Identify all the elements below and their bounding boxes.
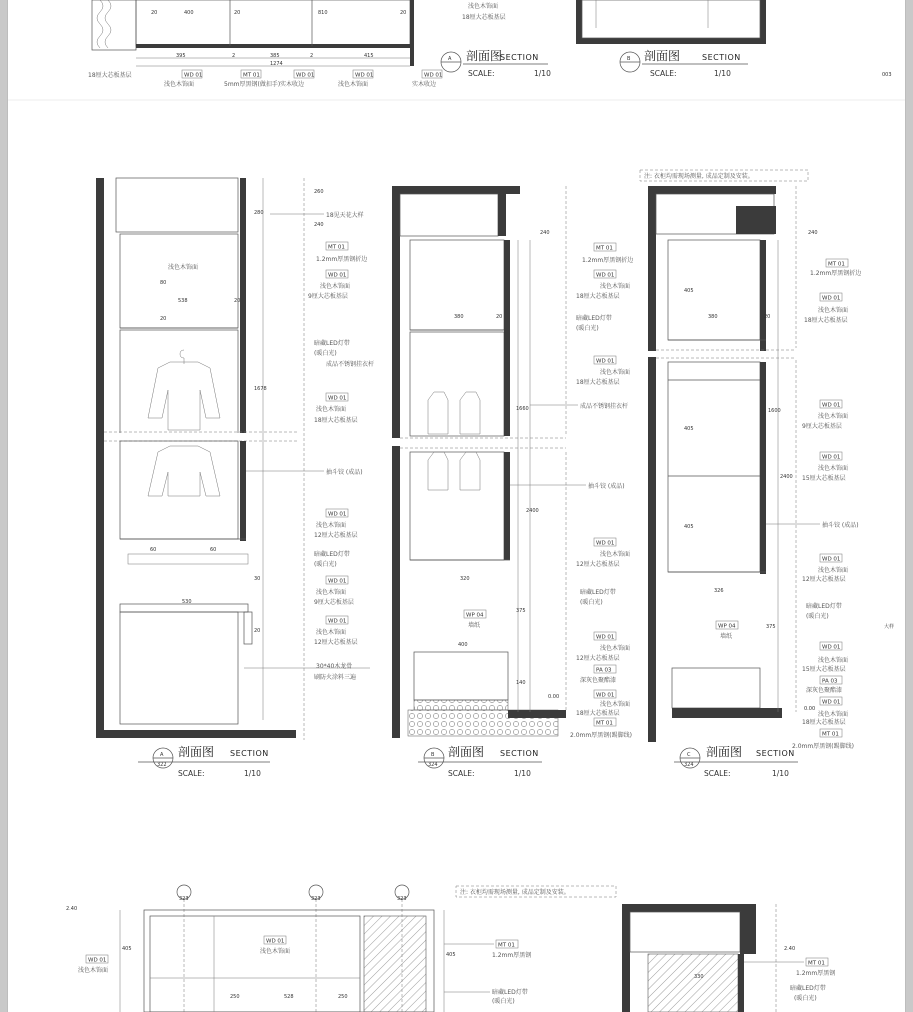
filler-wave-2 bbox=[105, 0, 111, 48]
dim-bottom: 2 bbox=[310, 53, 314, 59]
scale-ratio: 1/10 bbox=[244, 769, 261, 778]
dim: 250 bbox=[338, 994, 348, 1000]
label: 浅色木饰面 bbox=[818, 567, 849, 574]
dim-bottom: 395 bbox=[176, 53, 186, 59]
dim: 240 bbox=[314, 222, 324, 228]
scale-label: SCALE: bbox=[178, 769, 205, 778]
label: 暗藏LED灯带 bbox=[492, 989, 528, 996]
wall-bottom bbox=[576, 38, 766, 44]
tag: WD 01 bbox=[184, 72, 203, 79]
label: 1.2mm厚黑钢折边 bbox=[316, 256, 368, 263]
scale-ratio: 1/10 bbox=[534, 69, 551, 78]
dim-top: 20 bbox=[151, 10, 158, 16]
cabinet-back bbox=[504, 240, 510, 436]
label: 12厘大芯板基层 bbox=[314, 532, 358, 539]
shelf-stack bbox=[668, 362, 760, 572]
label: 浅色木饰面 bbox=[600, 701, 631, 708]
dim-top: 20 bbox=[234, 10, 241, 16]
section-label: SECTION bbox=[230, 749, 269, 758]
tag: PA 03 bbox=[822, 678, 838, 685]
drawing-canvas bbox=[8, 0, 905, 1012]
dim: 326 bbox=[714, 588, 724, 594]
hatched-panel bbox=[364, 916, 426, 1012]
note: 注: 衣柜均需现场测量, 成品定制及安装。 bbox=[644, 173, 754, 180]
label: 抽斗铰 (成品) bbox=[822, 522, 859, 529]
tag: PA 03 bbox=[596, 667, 612, 674]
tag: WD 01 bbox=[296, 72, 315, 79]
tag-note: 实木收边 bbox=[280, 81, 305, 88]
floor-slab bbox=[508, 710, 566, 718]
tag-note: 实木收边 bbox=[412, 81, 437, 88]
label: (暖白光) bbox=[580, 599, 603, 606]
dim: 320 bbox=[460, 576, 470, 582]
dim: 2400 bbox=[526, 508, 539, 514]
tag-note: 18厘大芯板基层 bbox=[88, 72, 132, 79]
label: 浅色木饰面 bbox=[316, 589, 347, 596]
gravel-layer bbox=[414, 700, 508, 710]
coat-icon bbox=[428, 392, 448, 434]
cabinet-back bbox=[240, 178, 246, 438]
floor-slab bbox=[672, 708, 782, 718]
coat-icon bbox=[460, 392, 480, 434]
wall-return bbox=[740, 912, 756, 954]
dim: 1678 bbox=[254, 386, 267, 392]
note: 18厘大芯板基层 bbox=[462, 14, 506, 21]
dim: 20 bbox=[160, 316, 167, 322]
dim: 330 bbox=[694, 974, 704, 980]
wall-left bbox=[392, 186, 400, 738]
ceiling bbox=[622, 904, 756, 912]
floor-slab bbox=[96, 730, 296, 738]
section-title: 剖面图 bbox=[466, 49, 503, 63]
hanging-area bbox=[120, 330, 238, 438]
dim-bottom: 385 bbox=[270, 53, 280, 59]
label: (暖白光) bbox=[794, 995, 817, 1002]
label: 18厘大芯板基层 bbox=[314, 417, 358, 424]
tag: WD 01 bbox=[328, 618, 347, 625]
scale-ratio: 1/10 bbox=[514, 769, 531, 778]
dim-total: 1274 bbox=[270, 61, 283, 67]
label: 9厘大芯板基层 bbox=[314, 599, 354, 606]
label: 抽斗铰 (成品) bbox=[588, 483, 625, 490]
label: 浅色木饰面 bbox=[168, 264, 199, 271]
label: 浅色木饰面 bbox=[260, 948, 291, 955]
tag: WD 01 bbox=[88, 957, 107, 964]
label: 浅色木饰面 bbox=[600, 645, 631, 652]
dim-top: 810 bbox=[318, 10, 328, 16]
label: 暗藏LED灯带 bbox=[314, 551, 350, 558]
label: 浅色木饰面 bbox=[818, 465, 849, 472]
section-id: B bbox=[431, 752, 435, 758]
dim: 60 bbox=[150, 547, 157, 553]
dim: 405 bbox=[684, 524, 694, 530]
label: 浅色木饰面 bbox=[818, 307, 849, 314]
dim: 375 bbox=[516, 608, 526, 614]
label: 墙纸 bbox=[468, 622, 481, 629]
label: (暖白光) bbox=[492, 998, 515, 1005]
label: 1.2mm厚黑钢 bbox=[492, 952, 532, 959]
scale-ratio: 1/10 bbox=[772, 769, 789, 778]
label: 暗藏LED灯带 bbox=[790, 985, 826, 992]
scale-label: SCALE: bbox=[448, 769, 475, 778]
side-batten bbox=[244, 612, 252, 644]
dim: 405 bbox=[122, 946, 132, 952]
dim-top: 400 bbox=[184, 10, 194, 16]
tag: WD 01 bbox=[822, 699, 841, 706]
note: 浅色木饰面 bbox=[468, 3, 499, 10]
margin-mark: 003 bbox=[882, 72, 892, 78]
label: 浅色木饰面 bbox=[818, 657, 849, 664]
section-id: A bbox=[448, 56, 452, 62]
drawer-box bbox=[414, 652, 508, 700]
label: 12厘大芯板基层 bbox=[802, 576, 846, 583]
dim: 380 bbox=[454, 314, 464, 320]
wall-right bbox=[760, 0, 766, 44]
dim: 30 bbox=[254, 576, 261, 582]
cabinet-back bbox=[760, 240, 766, 352]
tag: WP 04 bbox=[466, 612, 484, 619]
labels-c bbox=[716, 259, 861, 750]
top-section-a bbox=[88, 0, 551, 88]
section-ref: 322 bbox=[157, 762, 167, 768]
dim: 80 bbox=[160, 280, 167, 286]
label: 深灰色聚酯漆 bbox=[806, 687, 843, 694]
label: (暖白光) bbox=[314, 561, 337, 568]
label: (暖白光) bbox=[314, 350, 337, 357]
tag: WD 01 bbox=[596, 358, 615, 365]
cabinet-top-base bbox=[136, 44, 410, 48]
dim: 0.00 bbox=[548, 694, 560, 700]
label: 浅色木饰面 bbox=[78, 967, 109, 974]
label: 18厘大芯板基层 bbox=[804, 317, 848, 324]
dim: 405 bbox=[684, 426, 694, 432]
coat-icon bbox=[148, 362, 220, 430]
label: 暗藏LED灯带 bbox=[314, 340, 350, 347]
tag: MT 01 bbox=[822, 731, 839, 738]
section-ref: 324 bbox=[684, 762, 694, 768]
dim: 1660 bbox=[516, 406, 529, 412]
top-section-b bbox=[576, 0, 892, 78]
label: 9厘大芯板基层 bbox=[308, 293, 348, 300]
label: 浅色木饰面 bbox=[316, 522, 347, 529]
dim: 60 bbox=[210, 547, 217, 553]
dim: 20 bbox=[234, 298, 241, 304]
label: 30*40木龙骨 bbox=[316, 663, 353, 670]
section-id: C bbox=[687, 752, 691, 758]
coat-icon bbox=[460, 452, 480, 490]
dim: 405 bbox=[684, 288, 694, 294]
section-ref: 324 bbox=[428, 762, 438, 768]
label: 浅色木饰面 bbox=[600, 369, 631, 376]
filler-wave bbox=[97, 0, 103, 48]
dim: 530 bbox=[182, 599, 192, 605]
dim: 280 bbox=[254, 210, 264, 216]
tag: WD 01 bbox=[822, 295, 841, 302]
label: 2.0mm厚黑钢(踢脚线) bbox=[792, 743, 854, 750]
cabinet-back-lower bbox=[760, 362, 766, 574]
dim: 375 bbox=[766, 624, 776, 630]
section-title: 剖面图 bbox=[178, 745, 215, 759]
dim-bottom: 415 bbox=[364, 53, 374, 59]
shelf-upper bbox=[668, 240, 760, 340]
label: (暖白光) bbox=[576, 325, 599, 332]
label: 浅色木饰面 bbox=[818, 711, 849, 718]
section-label: SECTION bbox=[756, 749, 795, 758]
tag: WD 01 bbox=[328, 395, 347, 402]
wall-left bbox=[576, 0, 582, 44]
label: 18厘大芯板基层 bbox=[802, 719, 846, 726]
label: 浅色木饰面 bbox=[818, 413, 849, 420]
dim: 2.40 bbox=[784, 946, 796, 952]
top-box bbox=[400, 194, 498, 236]
tag: WD 01 bbox=[822, 644, 841, 651]
wall-return bbox=[736, 206, 776, 234]
drawer-rail bbox=[128, 554, 248, 564]
labels-b bbox=[464, 243, 633, 739]
section-c bbox=[640, 170, 894, 778]
bottom-elevation bbox=[66, 885, 616, 1012]
hanging-area-lower bbox=[120, 441, 238, 539]
tag: WD 01 bbox=[328, 578, 347, 585]
tag: MT 01 bbox=[328, 244, 345, 251]
dim: 250 bbox=[230, 994, 240, 1000]
section-title: 剖面图 bbox=[706, 745, 743, 759]
drawing-sheet bbox=[8, 0, 905, 1012]
bottom-section-right bbox=[622, 904, 835, 1012]
section-b bbox=[392, 186, 633, 778]
tag: WD 01 bbox=[355, 72, 374, 79]
dim: 400 bbox=[458, 642, 468, 648]
tag: WD 01 bbox=[596, 540, 615, 547]
dim: 380 bbox=[708, 314, 718, 320]
right-wall bbox=[410, 0, 414, 66]
section-label: SECTION bbox=[500, 749, 539, 758]
tag: MT 01 bbox=[243, 72, 260, 79]
tag: MT 01 bbox=[596, 245, 613, 252]
wall-left bbox=[622, 904, 630, 1012]
tag-note: 浅色木饰面 bbox=[164, 81, 195, 88]
label: 15厘大芯板基层 bbox=[802, 475, 846, 482]
hanging-area-lower bbox=[410, 452, 504, 560]
label: (暖白光) bbox=[806, 613, 829, 620]
label: 18厘大芯板基层 bbox=[576, 710, 620, 717]
inner-box bbox=[582, 0, 760, 38]
note: 注: 衣柜均需现场测量, 成品定制及安装。 bbox=[460, 889, 570, 896]
dim-top: 20 bbox=[400, 10, 407, 16]
tag: MT 01 bbox=[828, 261, 845, 268]
dim: 20 bbox=[496, 314, 503, 320]
tag: WD 01 bbox=[822, 454, 841, 461]
label: 18见天花大样 bbox=[326, 212, 364, 219]
left-panel bbox=[92, 0, 136, 50]
label: 深灰色聚酯漆 bbox=[580, 677, 617, 684]
label: 1.2mm厚黑钢折边 bbox=[582, 257, 634, 264]
label: 12厘大芯板基层 bbox=[576, 561, 620, 568]
tag: MT 01 bbox=[596, 720, 613, 727]
scale-label: SCALE: bbox=[650, 69, 677, 78]
label: 浅色木饰面 bbox=[600, 283, 631, 290]
section-id: B bbox=[627, 56, 631, 62]
dim: 2.40 bbox=[66, 906, 78, 912]
wall-left bbox=[96, 178, 104, 738]
label: 暗藏LED灯带 bbox=[576, 315, 612, 322]
top-box bbox=[116, 178, 238, 232]
tag-note: 浅色木饰面 bbox=[338, 81, 369, 88]
dim: 2400 bbox=[780, 474, 793, 480]
elevation-inner bbox=[150, 916, 360, 1012]
marker-ref: 323 bbox=[311, 896, 321, 902]
label: 12厘大芯板基层 bbox=[314, 639, 358, 646]
cabinet-back-lower bbox=[240, 441, 246, 541]
label: 浅色木饰面 bbox=[320, 283, 351, 290]
label: 2.0mm厚黑钢(踢脚线) bbox=[570, 732, 632, 739]
coat-icon bbox=[148, 446, 220, 496]
hanging-area bbox=[410, 332, 504, 436]
label: 9厘大芯板基层 bbox=[802, 423, 842, 430]
ceiling bbox=[648, 186, 776, 194]
label: 成品不锈钢挂衣杆 bbox=[326, 361, 375, 368]
base-board bbox=[120, 604, 248, 612]
tag: WD 01 bbox=[822, 556, 841, 563]
tag: WD 01 bbox=[596, 692, 615, 699]
lower-box bbox=[120, 612, 238, 724]
tag-note: 5mm厚黑钢(做扣手) bbox=[224, 81, 281, 88]
tag: WP 04 bbox=[718, 623, 736, 630]
section-label: SECTION bbox=[500, 53, 539, 62]
section-id: A bbox=[160, 752, 164, 758]
label: 1.2mm厚黑钢折边 bbox=[810, 270, 862, 277]
label: 15厘大芯板基层 bbox=[802, 666, 846, 673]
marker-ref: 323 bbox=[397, 896, 407, 902]
section-a bbox=[96, 178, 374, 778]
dim: 20 bbox=[764, 314, 771, 320]
label: 1.2mm厚黑钢 bbox=[796, 970, 836, 977]
dim: 405 bbox=[446, 952, 456, 958]
label: 18厘大芯板基层 bbox=[576, 379, 620, 386]
tag: WD 01 bbox=[596, 634, 615, 641]
top-box bbox=[630, 912, 740, 952]
marker-ref: 323 bbox=[179, 896, 189, 902]
scale-label: SCALE: bbox=[468, 69, 495, 78]
scale-label: SCALE: bbox=[704, 769, 731, 778]
wall-left bbox=[648, 186, 656, 742]
section-label: SECTION bbox=[702, 53, 741, 62]
dim-bottom: 2 bbox=[232, 53, 236, 59]
shelf-upper bbox=[120, 234, 241, 328]
cabinet-top-body bbox=[136, 0, 410, 46]
label: 成品不锈钢挂衣杆 bbox=[580, 403, 629, 410]
coat-icon bbox=[428, 452, 448, 490]
cabinet-back bbox=[738, 954, 744, 1012]
tag: WD 01 bbox=[596, 272, 615, 279]
ceiling bbox=[392, 186, 520, 194]
label: 浅色木饰面 bbox=[316, 406, 347, 413]
dim: 0.00 bbox=[804, 706, 816, 712]
wall-return bbox=[498, 194, 506, 236]
label: 浅色木饰面 bbox=[316, 629, 347, 636]
label: 暗藏LED灯带 bbox=[580, 589, 616, 596]
label: 12厘大芯板基层 bbox=[576, 655, 620, 662]
dim: 528 bbox=[284, 994, 294, 1000]
cabinet-back-lower bbox=[504, 452, 510, 560]
label: 刷防火涂料三遍 bbox=[314, 674, 357, 681]
label: 浅色木饰面 bbox=[600, 551, 631, 558]
scale-ratio: 1/10 bbox=[714, 69, 731, 78]
tag: WD 01 bbox=[266, 938, 285, 945]
section-title: 剖面图 bbox=[448, 745, 485, 759]
tag: WD 01 bbox=[424, 72, 443, 79]
tag: MT 01 bbox=[498, 942, 515, 949]
tag: WD 01 bbox=[328, 511, 347, 518]
margin-mark: 大样 bbox=[884, 624, 895, 630]
section-title: 剖面图 bbox=[644, 49, 681, 63]
tag: MT 01 bbox=[808, 960, 825, 967]
dim: 538 bbox=[178, 298, 188, 304]
label: 抽斗铰 (成品) bbox=[326, 469, 363, 476]
dim: 240 bbox=[808, 230, 818, 236]
labels-a bbox=[168, 211, 374, 681]
hatched-panel bbox=[648, 954, 738, 1012]
dim: 1600 bbox=[768, 408, 781, 414]
dim: 20 bbox=[254, 628, 261, 634]
label: 18厘大芯板基层 bbox=[576, 293, 620, 300]
label: 暗藏LED灯带 bbox=[806, 603, 842, 610]
tag: WD 01 bbox=[328, 272, 347, 279]
dim: 260 bbox=[314, 189, 324, 195]
dim: 140 bbox=[516, 680, 526, 686]
drawer-box bbox=[672, 668, 760, 708]
dim: 240 bbox=[540, 230, 550, 236]
label: 墙纸 bbox=[720, 633, 733, 640]
tag: WD 01 bbox=[822, 402, 841, 409]
